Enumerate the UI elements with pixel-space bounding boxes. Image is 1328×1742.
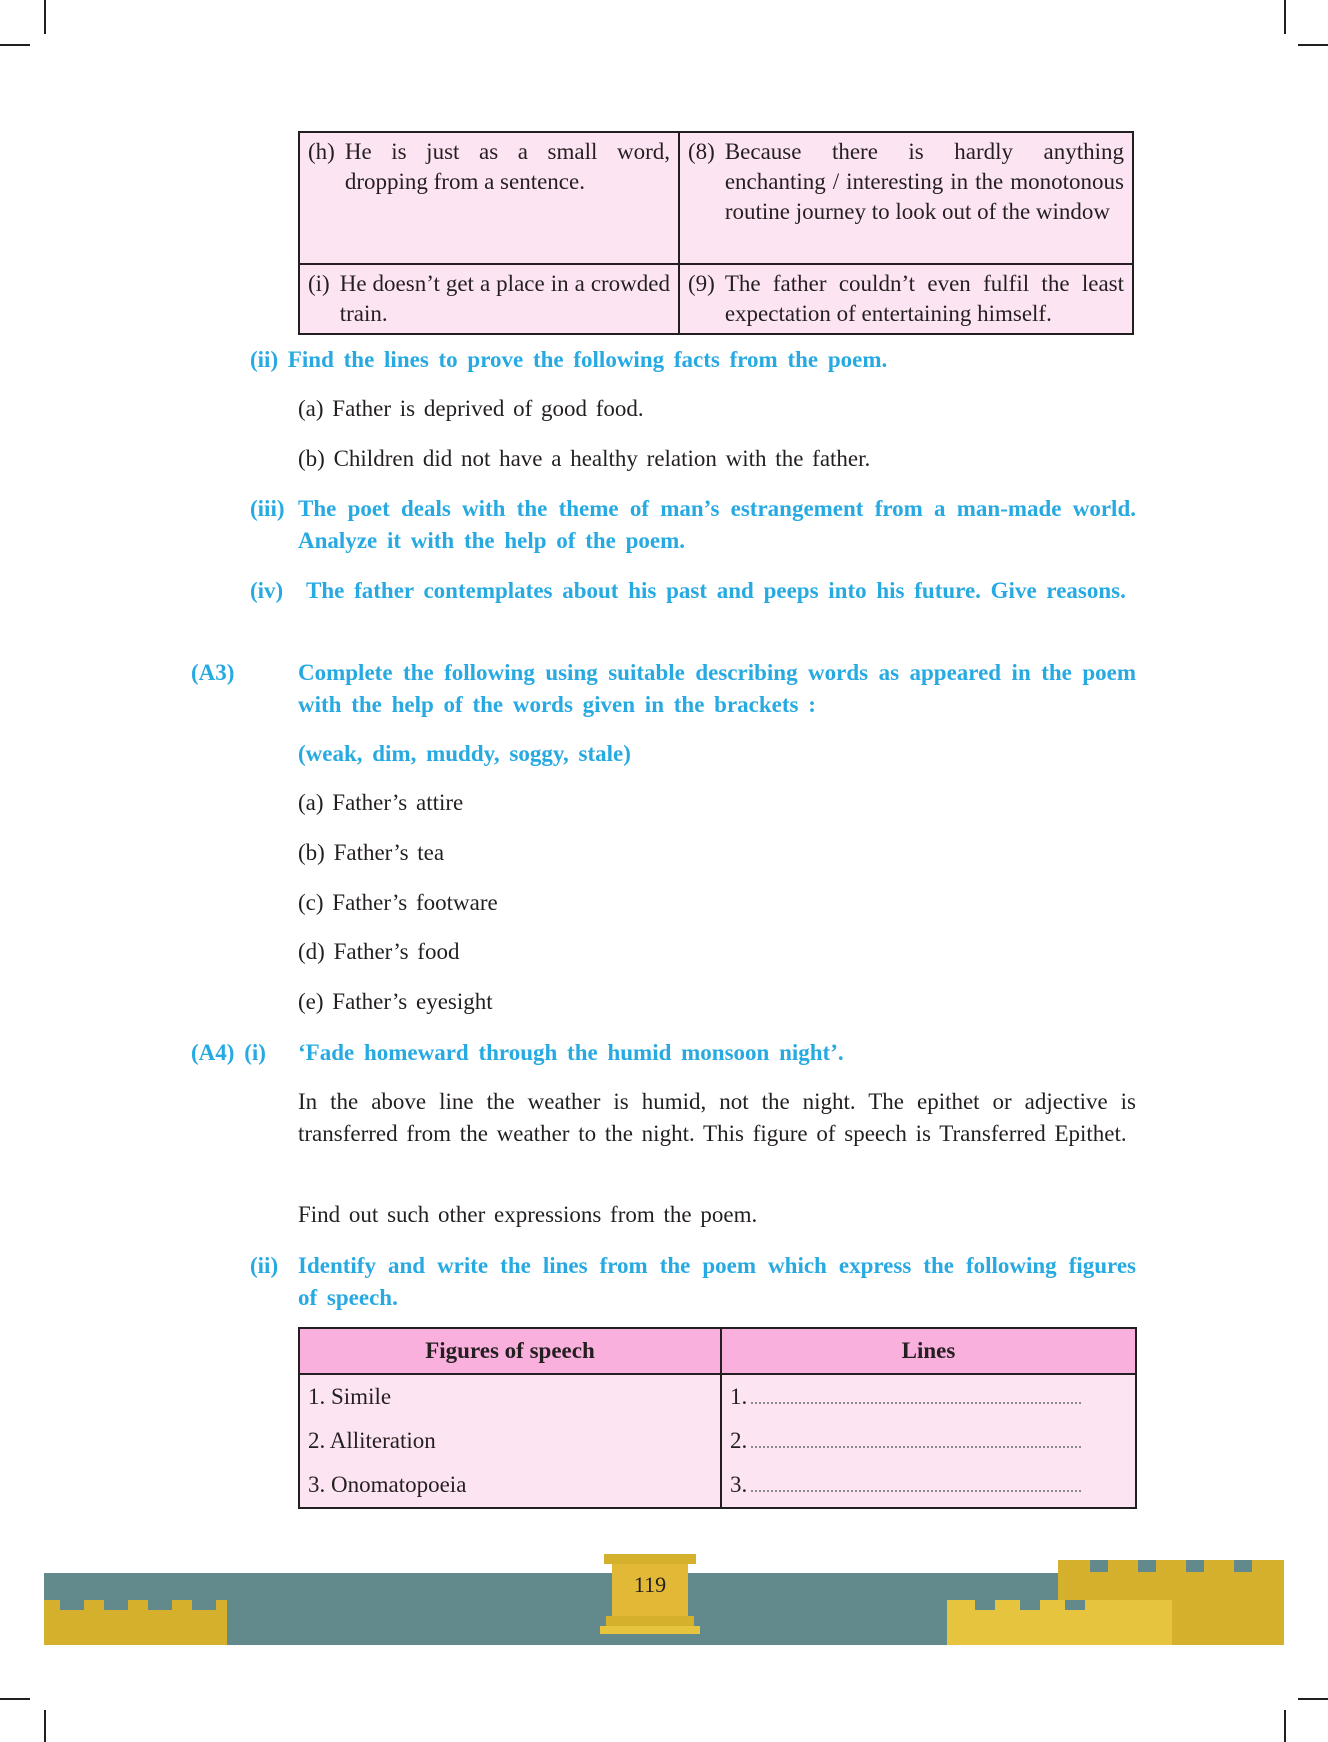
plinth-step [606, 1616, 694, 1626]
line-cell: 3. [721, 1463, 1136, 1508]
answer-line [751, 1428, 1081, 1448]
list-item: (b) Children did not have a healthy relation with the father. [298, 446, 871, 471]
battlement [1138, 1560, 1156, 1572]
answer-line [751, 1384, 1081, 1404]
list-item: (b) Father’s tea [298, 840, 445, 865]
question-iv: (iv) The father contemplates about his past and peeps into his future. Give reasons. [250, 575, 1136, 607]
answer-line [751, 1472, 1081, 1492]
battlement [60, 1600, 84, 1610]
activity-a4-label: (A4) (i) [191, 1040, 266, 1065]
crop-mark [44, 0, 46, 34]
battlement [1186, 1560, 1204, 1572]
crop-mark [1298, 44, 1328, 46]
battlement [104, 1600, 128, 1610]
paragraph: In the above line the weather is humid, not the night. The epithet or adjective is transferred from the weather to the night. This figure of speech is Transferred Epithet. [298, 1089, 1136, 1146]
question-text: Find the lines to prove the following facts from the poem. [287, 347, 888, 372]
list-item: (a) Father is deprived of good food. [298, 396, 644, 421]
activity-a3-label: (A3) [191, 660, 235, 685]
battlement [1020, 1600, 1040, 1610]
battlement [1234, 1560, 1252, 1572]
line-cell: 2. [721, 1419, 1136, 1463]
crop-mark [1284, 1710, 1286, 1742]
match-right-text: The father couldn’t even fulfil the least expectation of entertaining himself. [724, 271, 1124, 326]
battlement [148, 1600, 172, 1610]
match-table [298, 131, 1134, 335]
figure-cell: 2. Alliteration [299, 1419, 721, 1463]
table-row [299, 1374, 1136, 1419]
table-row [299, 132, 1133, 264]
question-text: Identify and write the lines from the poem which express the following figures of speech. [298, 1253, 1136, 1310]
figure-cell: 1. Simile [299, 1374, 721, 1419]
row-label: (9) [688, 271, 715, 296]
column-header: Lines [721, 1328, 1136, 1374]
column-header: Figures of speech [299, 1328, 721, 1374]
list-item: (d) Father’s food [298, 939, 460, 964]
question-iii: (iii) The poet deals with the theme of man’s estrangement from a man-made world. Analyze it with the help of the poem. [250, 493, 1136, 557]
match-right-text: Because there is hardly anything enchanting / interesting in the monotonous routine journey to look out of the window [724, 139, 1124, 224]
crop-mark [1284, 0, 1286, 34]
quote: ‘Fade homeward through the humid monsoon night’. [298, 1040, 844, 1065]
list-item: (e) Father’s eyesight [298, 989, 493, 1014]
line-cell: 1. [721, 1374, 1136, 1419]
table-header [299, 1328, 1136, 1374]
crop-mark [1298, 1698, 1328, 1700]
table-row [299, 1463, 1136, 1508]
list-item: (c) Father’s footware [298, 890, 498, 915]
match-left-text: He is just as a small word, dropping from a sentence. [344, 139, 670, 194]
table-row [299, 1419, 1136, 1463]
battlement [192, 1600, 216, 1610]
activity-a3-text: Complete the following using suitable describing words as appeared in the poem with the help of the words given in the brackets : [298, 660, 1136, 717]
battlement [1090, 1560, 1108, 1572]
paragraph: Find out such other expressions from the poem. [298, 1202, 758, 1227]
row-label: (i) [308, 271, 330, 296]
plinth-top [604, 1554, 696, 1564]
crop-mark [44, 1710, 46, 1742]
plinth-base [600, 1626, 700, 1634]
question-text: The poet deals with the theme of man’s estrangement from a man-made world. Analyze it with the help of the poem. [298, 496, 1136, 553]
figure-cell: 3. Onomatopoeia [299, 1463, 721, 1508]
match-left-text: He doesn’t get a place in a crowded train. [339, 271, 670, 326]
question-a4-ii: (ii) Identify and write the lines from the poem which express the following figures of speech. [250, 1250, 1136, 1314]
row-label: (h) [308, 139, 335, 164]
table-row [299, 264, 1133, 334]
battlement [975, 1600, 995, 1610]
row-label: (8) [688, 139, 715, 164]
page-number: 119 [633, 1572, 667, 1597]
word-bank: (weak, dim, muddy, soggy, stale) [298, 741, 631, 766]
question-ii: (ii) Find the lines to prove the following facts from the poem. [250, 347, 888, 372]
crop-mark [0, 44, 30, 46]
battlement [1065, 1600, 1085, 1610]
question-text: The father contemplates about his past and peeps into his future. Give reasons. [306, 578, 1126, 603]
figures-table [298, 1327, 1137, 1509]
crop-mark [0, 1698, 30, 1700]
list-item: (a) Father’s attire [298, 790, 464, 815]
